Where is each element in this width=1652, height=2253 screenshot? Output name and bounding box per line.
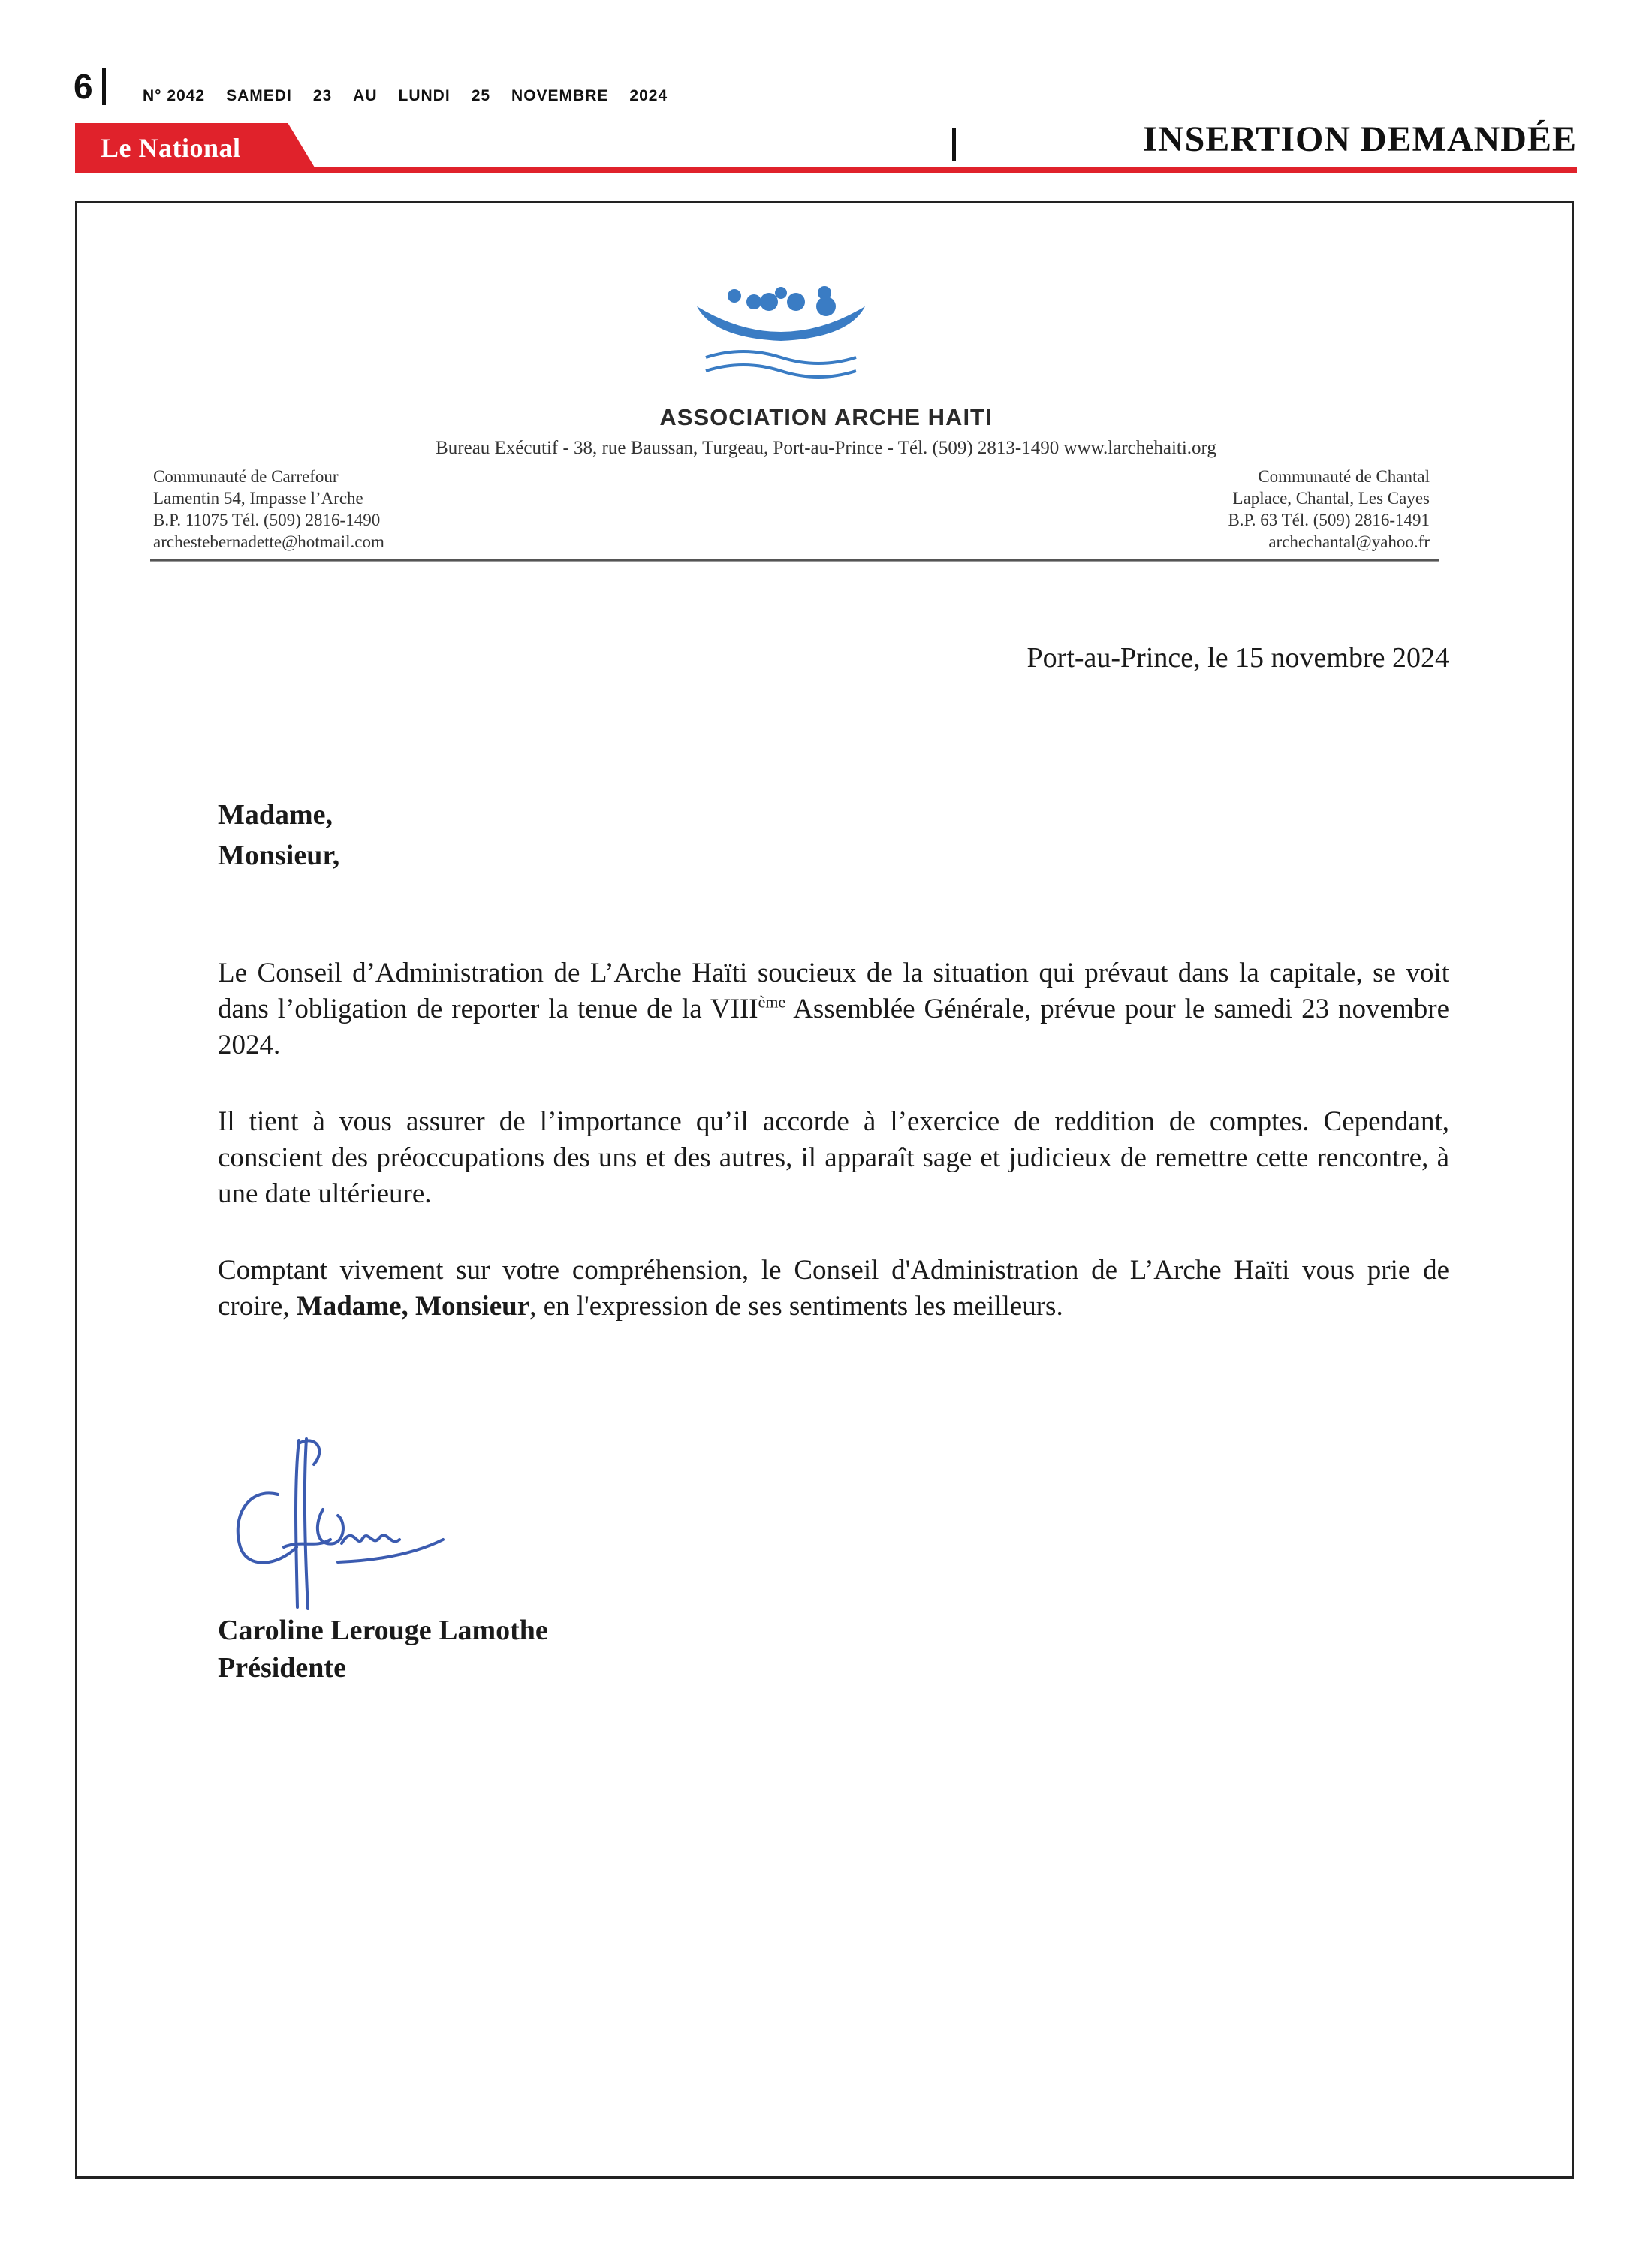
issue-date-month: NOVEMBRE — [511, 87, 609, 104]
section-title: INSERTION DEMANDÉE — [1143, 119, 1577, 159]
ordinal-superscript: ème — [758, 992, 786, 1012]
issue-date-num2: 25 — [471, 87, 491, 104]
community-right-line: B.P. 63 Tél. (509) 2816-1491 — [1228, 511, 1430, 529]
paragraph-3 — [218, 1253, 1449, 1325]
paragraph-3-text-end: , en l'expression de ses sentiments les meilleurs. — [529, 1291, 1063, 1322]
bureau-address: Bureau Exécutif - 38, rue Baussan, Turgeau, Port-au-Prince - Tél. (509) 2813-1490 www.larchehaiti.org — [436, 438, 1216, 458]
signer-name: Caroline Lerouge Lamothe — [218, 1615, 548, 1646]
salutation — [218, 795, 339, 876]
community-carrefour — [153, 466, 384, 553]
letterhead-rule — [150, 559, 1439, 562]
paragraph-2: Il tient à vous assurer de l’importance qu’il accorde à l’exercice de reddition de comptes. Cependant, conscient des préoccupations des uns et des autres, il apparaît sage et judicieux de remettre cette rencontre, à une date ultérieure. — [218, 1106, 1449, 1209]
community-right-line: Communauté de Chantal — [1258, 467, 1430, 486]
organization-name: ASSOCIATION ARCHE HAITI — [659, 404, 993, 430]
salutation-line-1: Madame, — [218, 799, 333, 831]
issue-date-day1: SAMEDI — [226, 87, 292, 104]
community-right-email: archechantal@yahoo.fr — [1268, 532, 1430, 551]
paragraph-1 — [218, 955, 1449, 1063]
signer-block — [218, 1612, 548, 1687]
community-chantal — [1228, 466, 1430, 553]
page-number: 6 — [74, 67, 93, 106]
boat-with-three-people-logo-icon — [691, 285, 871, 383]
header-divider — [952, 128, 956, 161]
issue-number: N° 2042 — [143, 87, 206, 104]
paragraph-1-text-end: Assemblée Générale, prévue pour le samedi 23 novembre 2024. — [218, 994, 1449, 1060]
letter-date: Port-au-Prince, le 15 novembre 2024 — [1026, 642, 1449, 674]
community-left-line: B.P. 11075 Tél. (509) 2816-1490 — [153, 511, 381, 529]
page-number-divider — [102, 68, 106, 105]
paragraph-1-text: Le Conseil d’Administration de L’Arche Haïti soucieux de la situation qui prévaut dans la capitale, se voit dans l’obligation de reporter la tenue de la VIII — [218, 958, 1449, 1024]
salutation-line-2: Monsieur, — [218, 840, 340, 871]
community-left-line: Lamentin 54, Impasse l’Arche — [153, 489, 363, 508]
issue-line — [143, 87, 689, 105]
issue-date-year: 2024 — [629, 87, 668, 104]
paragraph-3-text: Comptant vivement sur votre compréhension, le Conseil d'Administration de L’Arche Haïti vous prie de croire, — [218, 1255, 1449, 1322]
community-right-line: Laplace, Chantal, Les Cayes — [1232, 489, 1430, 508]
issue-date-day2: LUNDI — [398, 87, 451, 104]
paragraph-3-bold: Madame, Monsieur — [296, 1291, 530, 1322]
issue-date-num1: 23 — [312, 87, 333, 104]
issue-date-au: AU — [353, 87, 378, 104]
signer-title: Présidente — [218, 1652, 346, 1684]
newspaper-brand: Le National — [101, 133, 241, 163]
community-left-email: archestebernadette@hotmail.com — [153, 532, 384, 551]
handwritten-signature-icon — [225, 1434, 451, 1615]
header-rule — [75, 167, 1577, 173]
community-left-line: Communauté de Carrefour — [153, 467, 339, 486]
